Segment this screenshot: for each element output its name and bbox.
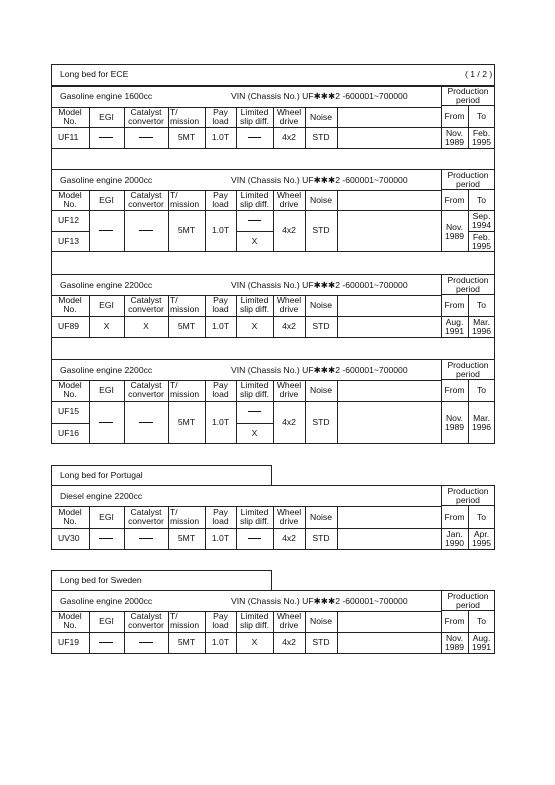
from-cell: Nov. 1989 — [444, 222, 465, 241]
portugal-title: Long bed for Portugal — [60, 470, 143, 480]
noise-header: Noise — [310, 195, 332, 205]
production-period-header: Production period — [447, 170, 489, 189]
from-cell: Nov. 1989 — [444, 128, 465, 147]
payload-header: Pay load — [212, 380, 229, 399]
production-period-header: Production period — [447, 86, 489, 105]
wheel-header: Wheel drive — [276, 190, 302, 209]
model-cell: UF19 — [58, 637, 80, 647]
noise-cell: STD — [312, 225, 330, 235]
from-cell: Aug. 1991 — [444, 317, 465, 336]
lsd-cell: X — [251, 236, 258, 246]
wheel-cell: 4x2 — [282, 321, 296, 331]
transmission-header: T/ mission — [170, 295, 200, 314]
noise-cell: STD — [312, 132, 330, 142]
model-header: Model No. — [58, 380, 82, 399]
payload-cell: 1.0T — [211, 132, 230, 142]
lsd-cell — [248, 137, 261, 138]
transmission-header: T/ mission — [170, 190, 200, 209]
wheel-cell: 4x2 — [282, 417, 296, 427]
lsd-cell — [248, 411, 261, 412]
from-header: From — [444, 300, 465, 310]
transmission-cell: 5MT — [177, 321, 196, 331]
model-cell: UF12 — [58, 215, 80, 225]
catalyst-header: Catalyst convertor — [128, 295, 164, 314]
wheel-cell: 4x2 — [282, 132, 296, 142]
lsd-cell — [248, 220, 261, 221]
wheel-header: Wheel drive — [276, 107, 302, 126]
wheel-cell: 4x2 — [282, 533, 296, 543]
wheel-header: Wheel drive — [276, 507, 302, 526]
lsd-header: Limited slip diff. — [240, 380, 269, 399]
wheel-header: Wheel drive — [276, 380, 302, 399]
to-header: To — [476, 195, 487, 205]
model-header: Model No. — [58, 507, 82, 526]
to-cell: Mar. 1996 — [471, 317, 492, 336]
vin-label: VIN (Chassis No.) UF✱✱✱2 -600001~700000 — [231, 280, 408, 290]
vin-label: VIN (Chassis No.) UF✱✱✱2 -600001~700000 — [231, 175, 408, 185]
to-cell: Feb. 1995 — [471, 128, 492, 147]
to-cell: Feb. 1995 — [471, 232, 492, 251]
payload-header: Pay load — [212, 190, 229, 209]
egi-cell — [99, 642, 113, 643]
vin-label: VIN (Chassis No.) UF✱✱✱2 -600001~700000 — [231, 596, 408, 606]
model-cell: UF13 — [58, 236, 80, 246]
production-period-header: Production period — [447, 360, 489, 379]
egi-header: EGI — [99, 112, 114, 122]
lsd-header: Limited slip diff. — [240, 107, 269, 126]
engine-label: Gasoline engine 2200cc — [60, 280, 153, 290]
engine-label: Gasoline engine 2000cc — [60, 175, 153, 185]
transmission-header: T/ mission — [170, 107, 200, 126]
noise-header: Noise — [310, 512, 332, 522]
noise-cell: STD — [312, 417, 330, 427]
catalyst-header: Catalyst convertor — [128, 611, 164, 630]
from-header: From — [444, 195, 465, 205]
wheel-cell: 4x2 — [282, 637, 296, 647]
wheel-cell: 4x2 — [282, 225, 296, 235]
noise-cell: STD — [312, 533, 330, 543]
engine-label: Gasoline engine 2000cc — [60, 596, 153, 606]
model-cell: UF11 — [58, 132, 79, 142]
egi-header: EGI — [99, 385, 114, 395]
from-cell: Nov. 1989 — [444, 413, 465, 432]
lsd-header: Limited slip diff. — [240, 611, 269, 630]
from-header: From — [444, 385, 465, 395]
production-period-header: Production period — [447, 591, 489, 610]
wheel-header: Wheel drive — [276, 611, 302, 630]
lsd-cell: X — [251, 321, 258, 331]
catalyst-cell: X — [143, 321, 149, 331]
lsd-header: Limited slip diff. — [240, 190, 269, 209]
catalyst-header: Catalyst convertor — [128, 190, 164, 209]
noise-header: Noise — [310, 385, 332, 395]
vin-label: VIN (Chassis No.) UF✱✱✱2 -600001~700000 — [231, 91, 408, 101]
lsd-cell: X — [251, 428, 258, 438]
transmission-header: T/ mission — [170, 380, 200, 399]
wheel-header: Wheel drive — [276, 295, 302, 314]
egi-header: EGI — [99, 616, 114, 626]
ece-title: Long bed for ECE — [60, 69, 129, 79]
catalyst-cell — [139, 422, 153, 423]
catalyst-cell — [139, 230, 153, 231]
to-cell: Mar. 1996 — [471, 413, 492, 432]
lsd-header: Limited slip diff. — [240, 295, 269, 314]
from-header: From — [444, 512, 465, 522]
lsd-cell: X — [251, 637, 258, 647]
to-cell: Sep. 1994 — [471, 211, 492, 230]
transmission-cell: 5MT — [177, 637, 196, 647]
production-period-header: Production period — [447, 275, 489, 294]
egi-header: EGI — [99, 512, 114, 522]
sweden-title: Long bed for Sweden — [60, 575, 142, 585]
page-indicator: ( 1 / 2 ) — [465, 69, 493, 79]
transmission-header: T/ mission — [170, 507, 200, 526]
to-cell: Apr. 1995 — [471, 529, 492, 548]
production-period-header: Production period — [447, 486, 489, 505]
engine-label: Diesel engine 2200cc — [60, 491, 143, 501]
payload-cell: 1.0T — [211, 417, 230, 427]
model-header: Model No. — [58, 295, 82, 314]
lsd-header: Limited slip diff. — [240, 507, 269, 526]
payload-cell: 1.0T — [211, 321, 230, 331]
noise-cell: STD — [312, 637, 330, 647]
noise-cell: STD — [312, 321, 330, 331]
to-header: To — [476, 111, 487, 121]
model-cell: UF15 — [58, 406, 80, 416]
payload-header: Pay load — [212, 295, 229, 314]
payload-header: Pay load — [212, 507, 229, 526]
transmission-cell: 5MT — [177, 132, 196, 142]
to-header: To — [476, 616, 487, 626]
model-cell: UV30 — [58, 533, 80, 543]
from-cell: Nov. 1989 — [444, 633, 465, 652]
egi-cell — [99, 538, 113, 539]
payload-header: Pay load — [212, 107, 229, 126]
noise-header: Noise — [310, 112, 332, 122]
transmission-cell: 5MT — [177, 417, 196, 427]
payload-cell: 1.0T — [211, 225, 230, 235]
model-cell: UF89 — [58, 321, 80, 331]
from-header: From — [444, 616, 465, 626]
egi-header: EGI — [99, 195, 114, 205]
model-cell: UF16 — [58, 428, 80, 438]
catalyst-cell — [139, 538, 153, 539]
vin-label: VIN (Chassis No.) UF✱✱✱2 -600001~700000 — [231, 365, 408, 375]
to-header: To — [476, 512, 487, 522]
catalyst-header: Catalyst convertor — [128, 507, 164, 526]
model-header: Model No. — [58, 107, 82, 126]
egi-cell — [99, 422, 113, 423]
to-header: To — [476, 300, 487, 310]
transmission-cell: 5MT — [177, 533, 196, 543]
catalyst-cell — [139, 642, 153, 643]
egi-cell — [99, 137, 113, 138]
catalyst-cell — [139, 137, 153, 138]
from-cell: Jan. 1990 — [444, 529, 465, 548]
noise-header: Noise — [310, 616, 332, 626]
transmission-header: T/ mission — [170, 611, 200, 630]
model-header: Model No. — [58, 190, 82, 209]
lsd-cell — [248, 538, 261, 539]
payload-header: Pay load — [212, 611, 229, 630]
from-header: From — [444, 111, 465, 121]
to-header: To — [476, 385, 487, 395]
model-header: Model No. — [58, 611, 82, 630]
egi-cell — [99, 230, 113, 231]
to-cell: Aug. 1991 — [471, 633, 492, 652]
egi-cell: X — [103, 321, 110, 331]
payload-cell: 1.0T — [211, 637, 230, 647]
catalyst-header: Catalyst convertor — [128, 107, 164, 126]
transmission-cell: 5MT — [177, 225, 196, 235]
payload-cell: 1.0T — [211, 533, 230, 543]
catalyst-header: Catalyst convertor — [128, 380, 164, 399]
engine-label: Gasoline engine 1600cc — [60, 91, 153, 101]
noise-header: Noise — [310, 300, 332, 310]
engine-label: Gasoline engine 2200cc — [60, 365, 153, 375]
egi-header: EGI — [99, 300, 114, 310]
